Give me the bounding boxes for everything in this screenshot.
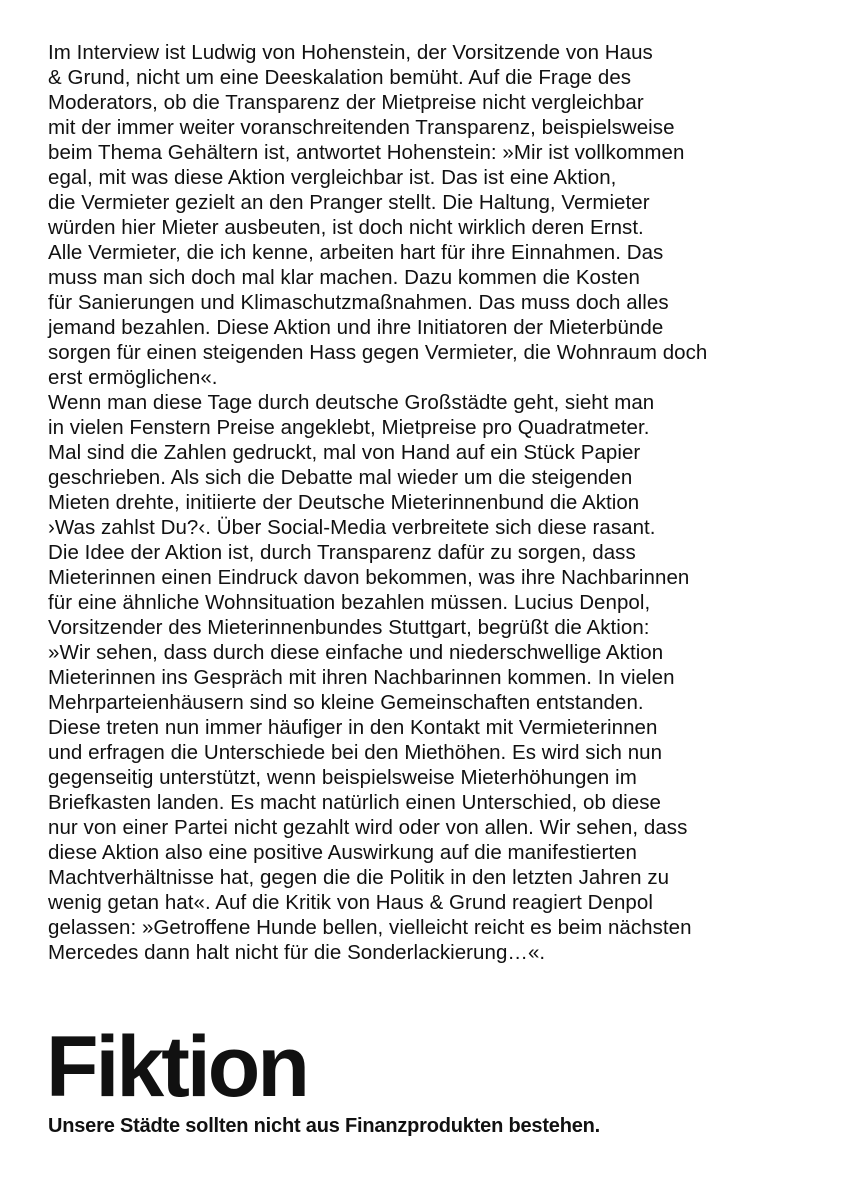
section-subtitle: Unsere Städte sollten nicht aus Finanzprodukten bestehen. (48, 1115, 601, 1137)
article-line: jemand bezahlen. Diese Aktion und ihre Initiatoren der Mieterbünde (48, 316, 664, 339)
article-line: Im Interview ist Ludwig von Hohenstein, der Vorsitzende von Haus (48, 41, 653, 64)
article-line: erst ermöglichen«. (48, 366, 218, 389)
section-title: Fiktion (46, 1019, 307, 1115)
article-line: geschrieben. Als sich die Debatte mal wieder um die steigenden (48, 466, 633, 489)
article-line: Alle Vermieter, die ich kenne, arbeiten hart für ihre Einnahmen. Das (48, 241, 664, 264)
article-line: beim Thema Gehältern ist, antwortet Hohenstein: »Mir ist vollkommen (48, 141, 685, 164)
article-line: Diese treten nun immer häufiger in den Kontakt mit Vermieterinnen (48, 716, 658, 739)
article-line: für eine ähnliche Wohnsituation bezahlen müssen. Lucius Denpol, (48, 591, 651, 614)
article-line: muss man sich doch mal klar machen. Dazu kommen die Kosten (48, 266, 640, 289)
article-line: Moderators, ob die Transparenz der Mietpreise nicht vergleichbar (48, 91, 644, 114)
article-line: Machtverhältnisse hat, gegen die die Politik in den letzten Jahren zu (48, 866, 670, 889)
article-line: Mieterinnen ins Gespräch mit ihren Nachbarinnen kommen. In vielen (48, 666, 675, 689)
article-line: und erfragen die Unterschiede bei den Miethöhen. Es wird sich nun (48, 741, 663, 764)
article-line: Mieterinnen einen Eindruck davon bekommen, was ihre Nachbarinnen (48, 566, 690, 589)
article-line: mit der immer weiter voranschreitenden Transparenz, beispielsweise (48, 116, 675, 139)
article-line: nur von einer Partei nicht gezahlt wird oder von allen. Wir sehen, dass (48, 816, 688, 839)
article-line: egal, mit was diese Aktion vergleichbar ist. Das ist eine Aktion, (48, 166, 617, 189)
article-line: in vielen Fenstern Preise angeklebt, Mietpreise pro Quadratmeter. (48, 416, 650, 439)
article-line: Mal sind die Zahlen gedruckt, mal von Hand auf ein Stück Papier (48, 441, 641, 464)
article-body (48, 40, 828, 965)
article-line: »Wir sehen, dass durch diese einfache und niederschwellige Aktion (48, 641, 664, 664)
article-line: sorgen für einen steigenden Hass gegen Vermieter, die Wohnraum doch (48, 341, 708, 364)
article-line: Mieten drehte, initiierte der Deutsche Mieterinnenbund die Aktion (48, 491, 640, 514)
article-line: gegenseitig unterstützt, wenn beispielsweise Mieterhöhungen im (48, 766, 637, 789)
article-line: Vorsitzender des Mieterinnenbundes Stuttgart, begrüßt die Aktion: (48, 616, 650, 639)
article-line: gelassen: »Getroffene Hunde bellen, vielleicht reicht es beim nächsten (48, 916, 692, 939)
article-line: & Grund, nicht um eine Deeskalation bemüht. Auf die Frage des (48, 66, 632, 89)
article-line: diese Aktion also eine positive Auswirkung auf die manifestierten (48, 841, 637, 864)
article-line: für Sanierungen und Klimaschutzmaßnahmen. Das muss doch alles (48, 291, 669, 314)
article-line: Mercedes dann halt nicht für die Sonderlackierung…«. (48, 941, 546, 964)
article-line: Die Idee der Aktion ist, durch Transparenz dafür zu sorgen, dass (48, 541, 636, 564)
article-line: würden hier Mieter ausbeuten, ist doch nicht wirklich deren Ernst. (48, 216, 644, 239)
article-line: ›Was zahlst Du?‹. Über Social-Media verbreitete sich diese rasant. (48, 516, 656, 539)
article-line: Wenn man diese Tage durch deutsche Großstädte geht, sieht man (48, 391, 655, 414)
article-line: die Vermieter gezielt an den Pranger stellt. Die Haltung, Vermieter (48, 191, 650, 214)
article-line: wenig getan hat«. Auf die Kritik von Haus & Grund reagiert Denpol (48, 891, 653, 914)
article-line: Briefkasten landen. Es macht natürlich einen Unterschied, ob diese (48, 791, 661, 814)
article-line: Mehrparteienhäusern sind so kleine Gemeinschaften entstanden. (48, 691, 644, 714)
